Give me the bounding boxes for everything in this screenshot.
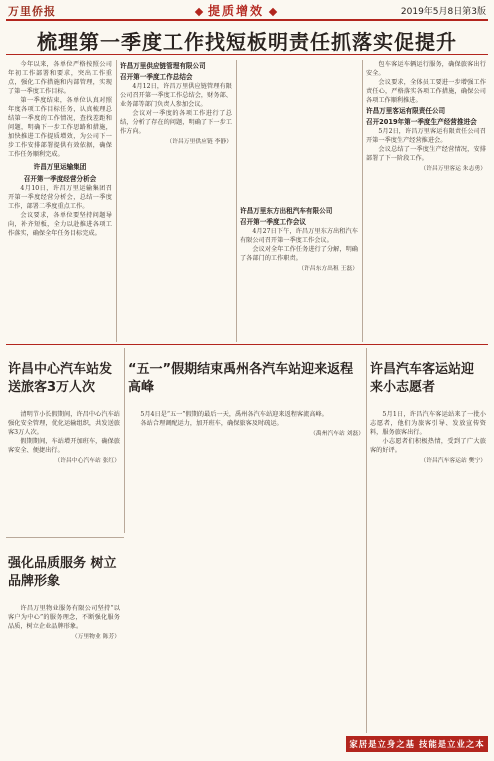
- headline-rule: [6, 54, 488, 55]
- column-divider: [362, 60, 363, 342]
- page-header: [0, 0, 494, 20]
- column-article: [8, 542, 120, 752]
- article-subtitle: 召开第一季度工作总结会: [120, 73, 193, 81]
- article-credit: （许昌万里客运 朱志勇）: [420, 166, 486, 172]
- section-rule: [6, 537, 124, 538]
- article-paragraph: 5月2日，许昌万里客运有限责任公司召开第一季度生产经营推进会。: [366, 128, 486, 144]
- column-divider: [236, 60, 237, 342]
- section-label: 提质增效: [208, 4, 265, 18]
- diamond-icon: [269, 7, 277, 15]
- column-article: [128, 348, 364, 748]
- article-subtitle: 召开2019年第一季度生产经营推进会: [366, 118, 477, 126]
- article-paragraph: 清明节小长假期间，许昌中心汽车站强化安全管理，优化运输组织，共发送旅客3万人次。: [8, 411, 120, 436]
- column-divider: [366, 348, 367, 733]
- article-title: “五一”假期结束禹州各汽车站迎来返程高峰: [128, 362, 354, 395]
- article-credit: （许昌汽车客运站 樊宁）: [420, 458, 486, 464]
- article-subtitle: 召开第一季度工作会议: [240, 218, 306, 226]
- article-paragraph: 包车客运车辆运行服务，确保旅客出行安全。: [366, 61, 486, 77]
- column-divider: [116, 60, 117, 342]
- section-rule: [6, 344, 488, 345]
- header-rule: [6, 19, 488, 21]
- article-credit: （禹州汽车站 刘磊）: [309, 431, 364, 437]
- issue-date: 2019年5月8日第3版: [400, 7, 486, 17]
- column-article: [366, 60, 486, 342]
- column-divider: [124, 348, 125, 533]
- article-title: 许昌汽车客运站迎来小志愿者: [370, 362, 475, 395]
- article-paragraph: 各站合理调配运力，加开班车，确保旅客及时疏运。: [140, 420, 283, 427]
- column-article: [240, 205, 358, 342]
- column-article: [370, 348, 486, 733]
- column-article: [8, 348, 120, 536]
- subhead: 许昌万里运输集团: [33, 163, 87, 171]
- article-paragraph: 5月1日，许昌汽车客运站来了一批小志愿者，他们为旅客引导、发放宣传资料，服务旅客出行。: [370, 411, 486, 436]
- article-credit: （许昌万里供应链 李静）: [166, 139, 232, 145]
- diamond-icon: [195, 7, 203, 15]
- column-intro: [8, 60, 112, 342]
- article-credit: （许昌中心汽车站 张红）: [54, 458, 120, 464]
- article-title: 强化品质服务 树立品牌形象: [8, 556, 117, 589]
- article-title: 许昌中心汽车站发送旅客3万人次: [8, 362, 113, 395]
- article-paragraph: 会议总结了一季度生产经营情况，安排部署了下一阶段工作。: [366, 146, 486, 162]
- subhead: 召开第一季度经营分析会: [23, 175, 97, 183]
- article-paragraph: 5月4日是“五一”假期的最后一天，禹州各汽车站迎来返程客流高峰。: [140, 411, 328, 418]
- article-title: 许昌万里供应链管理有限公司: [120, 62, 206, 70]
- page-headline: 梳理第一季度工作找短板明责任抓落实促提升: [37, 30, 457, 54]
- article-paragraph: 会议对全年工作任务进行了分解，明确了各部门的工作职责。: [240, 246, 358, 262]
- article-title: 许昌万里东方出租汽车有限公司: [240, 207, 333, 215]
- masthead: 万里侨报: [8, 5, 56, 18]
- article-paragraph: 会议要求，全体员工要进一步增强工作责任心，严格落实各项工作措施，确保公司各项工作顺利推进。: [366, 79, 486, 104]
- article-paragraph: 会议要求，各单位要坚持问题导向，补齐短板，全力以赴推进各项工作落实，确保全年任务目标完成。: [8, 212, 112, 237]
- intro-paragraph: 第一季度结束，各单位认真对照年度各项工作目标任务，认真梳理总结第一季度的工作情况，查找差距和问题，明确下一步工作思路和措施，加快推进工作提质增效，为公司下一步工作安排部署提供有效依据，确保工作任务顺利完成。: [8, 97, 112, 158]
- slogan-banner: 家居是立身之基 技能是立业之本: [346, 736, 488, 752]
- article-paragraph: 4月27日下午，许昌万里东方出租汽车有限公司召开第一季度工作会议。: [240, 228, 358, 244]
- article-paragraph: 许昌万里物业服务有限公司坚持“以客户为中心”的服务理念，不断强化服务品质，树立企业品牌形象。: [8, 605, 120, 630]
- article-paragraph: 小志愿者们积极热情，受到了广大旅客的好评。: [370, 438, 486, 454]
- article-paragraph: 假期期间，车站增开加班车，确保旅客安全、便捷出行。: [8, 438, 120, 454]
- article-credit: （万里物业 陈芳）: [71, 634, 120, 640]
- article-title: 许昌万里客运有限责任公司: [366, 107, 446, 115]
- article-paragraph: 4月12日，许昌万里供应链管理有限公司召开第一季度工作总结会，财务部、业务部等部门负责人参加会议。: [120, 83, 232, 108]
- column-article: [120, 60, 232, 342]
- section-title: [190, 2, 282, 19]
- intro-paragraph: 今年以来，各单位严格按照公司年初工作部署和要求，突出工作重点，强化工作措施和内部管理，实现了第一季度工作目标。: [8, 61, 112, 95]
- article-paragraph: 会议对一季度的各项工作进行了总结，分析了存在的问题，明确了下一步工作方向。: [120, 110, 232, 135]
- article-paragraph: 4月10日，许昌万里运输集团召开第一季度经营分析会，总结一季度工作，部署二季度重点工作。: [8, 185, 112, 210]
- article-credit: （许昌东方出租 王磊）: [298, 266, 358, 272]
